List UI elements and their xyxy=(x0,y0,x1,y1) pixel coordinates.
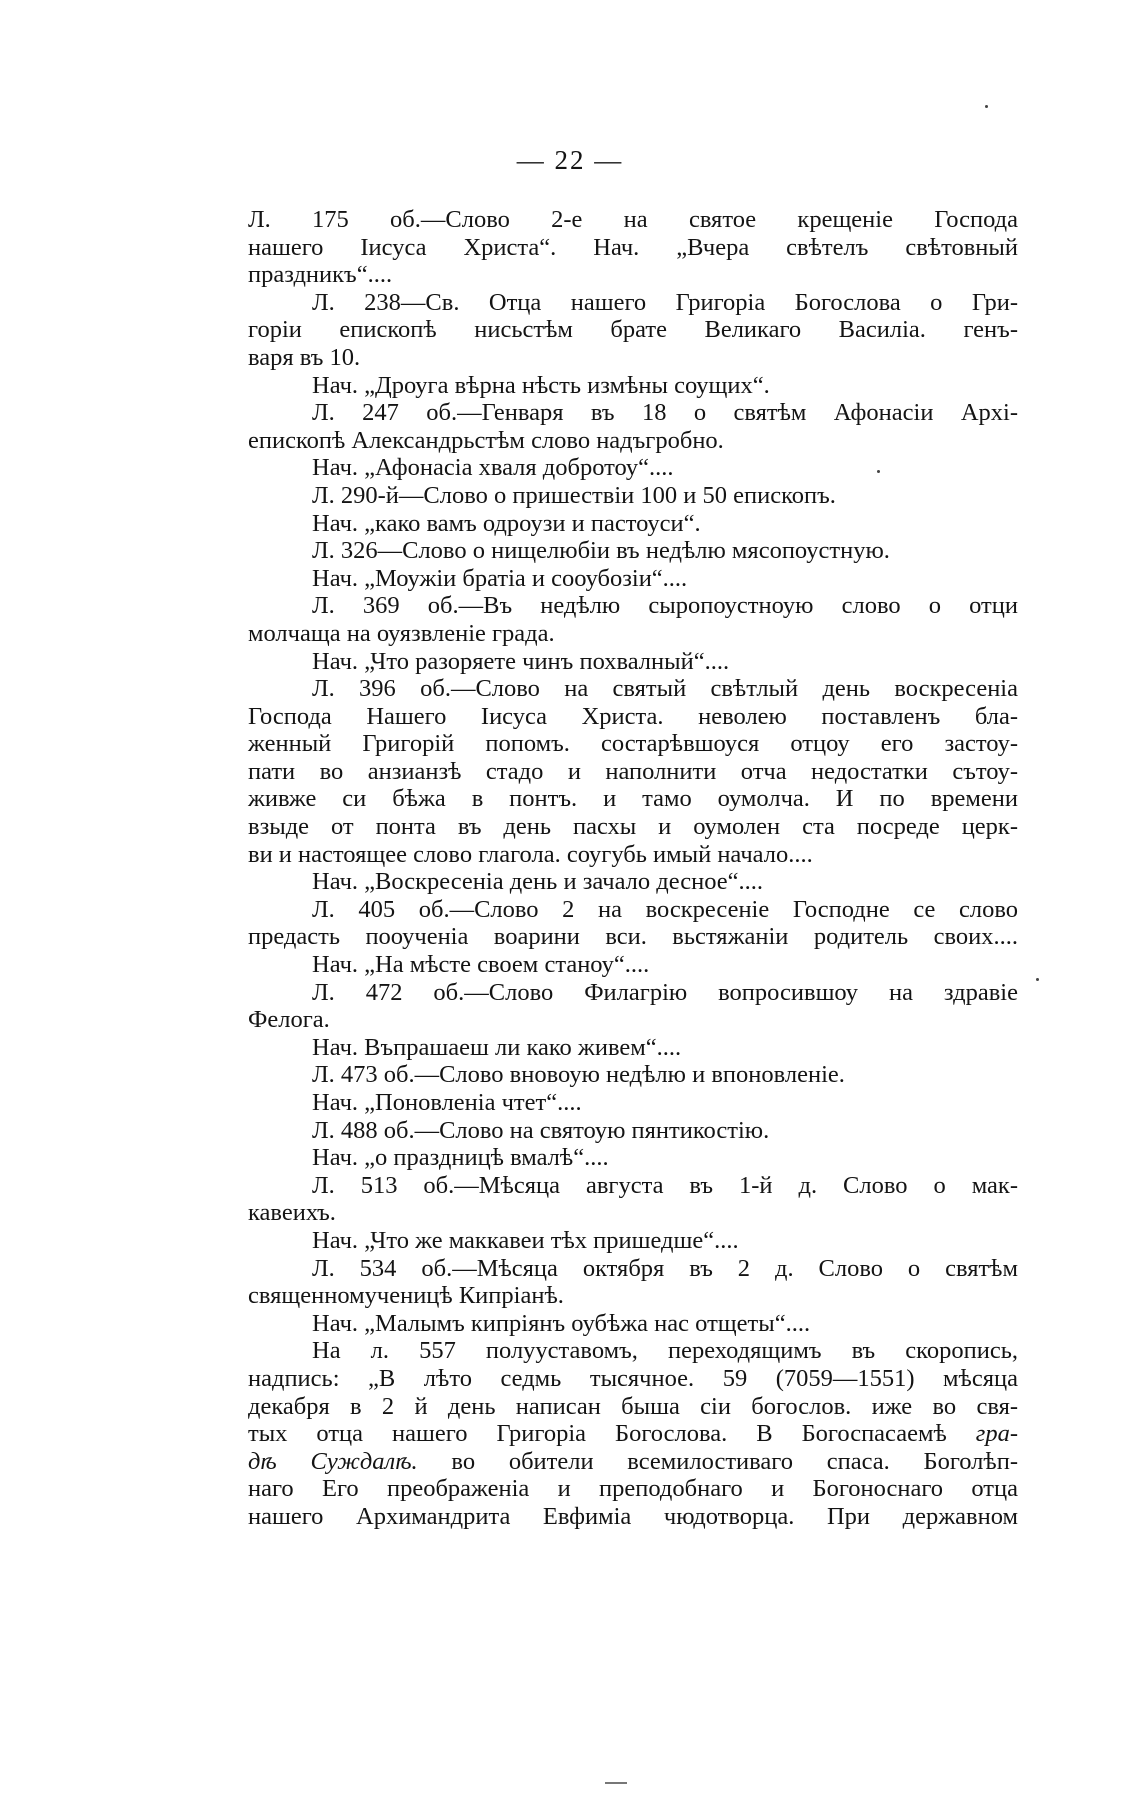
page-number: — 22 — xyxy=(516,145,624,175)
print-mark xyxy=(605,1782,627,1784)
text-fragment: во обители всемилостиваго спаса. Боголѣп- xyxy=(451,1447,1018,1475)
italic-fragment: гра- xyxy=(975,1420,1019,1448)
text-line: женный Григорiй попомъ. состарѣвшоуся отцоу его застоу- xyxy=(248,730,1018,758)
text-line: Нач. „Дроуга вѣрна нѣсть измѣны соущих“. xyxy=(312,371,770,399)
text-line: Л. 405 об.—Слово 2 на воскресенiе Господне се слово xyxy=(312,895,1018,923)
text-line: священномученицѣ Кипрiанѣ. xyxy=(248,1282,564,1310)
text-fragment: тых отца нашего Григорiа Богослова. В Богоспасаемѣ xyxy=(248,1420,947,1448)
text-line: Л. 513 об.—Мѣсяца августа въ 1-й д. Слово о мак- xyxy=(312,1171,1018,1199)
text-line: декабря в 2 й день написан быша сiи богослов. иже во свя- xyxy=(248,1392,1018,1420)
text-line: Л. 369 об.—Въ недѣлю сыропоустноую слово о отци xyxy=(312,592,1018,620)
page-body xyxy=(248,206,1018,1531)
text-line: горiи епископѣ нисьстѣм брате Великаго Василiа. генъ- xyxy=(248,316,1018,344)
text-line: нашего Архимандрита Евфимiа чюдотворца. При державном xyxy=(248,1502,1018,1530)
text-line: варя въ 10. xyxy=(248,343,361,371)
text-line: Нач. „На мѣсте своем станоу“.... xyxy=(312,951,650,979)
text-line: Нач. „Воскресенiа день и зачало десное“.... xyxy=(312,868,764,896)
text-line: Нач. „Малымъ кипрiянъ оубѣжа нас отщеты“.... xyxy=(312,1309,811,1337)
text-line: Господа Нашего Iисуса Христа. неволею поставленъ бла- xyxy=(248,702,1018,730)
text-line: Л. 396 об.—Слово на святый свѣтлый день воскресенiа xyxy=(312,675,1018,703)
text-line: Фелога. xyxy=(248,1006,330,1034)
text-line: праздникъ“.... xyxy=(248,261,393,289)
text-line: Л. 175 об.—Слово 2-е на святое крещенiе Господа xyxy=(248,206,1018,233)
text-line: Л. 534 об.—Мѣсяца октября въ 2 д. Слово о святѣм xyxy=(312,1254,1018,1282)
print-speck xyxy=(1036,978,1039,981)
text-line: живже си бѣжа в понтъ. и тамо оумолча. И по времени xyxy=(248,785,1018,813)
text-line: пати во анзианзѣ стадо и наполнити отча недостатки сътоу- xyxy=(248,757,1018,785)
text-line xyxy=(248,1448,1018,1476)
text-line: Л. 238—Св. Отца нашего Григорiа Богослова о Гри- xyxy=(312,288,1018,316)
text-line: епископѣ Александрьстѣм слово надъгробно. xyxy=(248,426,724,454)
text-line: Нач. „како вамъ одроузи и пастоуси“. xyxy=(312,509,701,537)
text-line: Л. 472 об.—Слово Филагрiю вопросившоу на здравiе xyxy=(312,978,1018,1006)
text-line xyxy=(248,1420,1018,1448)
text-line: Нач. „о праздницѣ вмалѣ“.... xyxy=(312,1144,609,1172)
text-line: молчаща на оуязвленiе града. xyxy=(248,619,555,647)
text-line: Л. 488 об.—Слово на святоую пянтикостiю. xyxy=(312,1116,770,1144)
text-line: Нач. „Афонасiа хваля добротоу“.... xyxy=(312,454,674,482)
italic-fragment: дѣ Суждалѣ. xyxy=(248,1447,418,1475)
text-line: Нач. „Поновленiа чтет“.... xyxy=(312,1089,582,1116)
text-line: взыде от понта въ день пасхы и оумолен ста посреде церк- xyxy=(248,813,1018,841)
text-line: Нач. „Что же маккавеи тѣх пришедше“.... xyxy=(312,1226,739,1254)
text-line: Нач. Въпрашаеш ли како живем“.... xyxy=(312,1033,682,1061)
print-speck xyxy=(985,105,988,108)
text-line: наго Его преображенiа и преподобнаго и Богоноснаго отца xyxy=(248,1475,1018,1503)
text-line: На л. 557 полууставомъ, переходящимъ въ скоропись, xyxy=(312,1337,1018,1365)
text-line: нашего Iисуса Христа“. Нач. „Вчера свѣтелъ свѣтовный xyxy=(248,233,1018,261)
text-line: Л. 326—Слово о нищелюбiи въ недѣлю мясопоустную. xyxy=(312,537,890,565)
text-line: Л. 290-й—Слово о пришествiи 100 и 50 епископъ. xyxy=(312,481,836,509)
text-line: Л. 247 об.—Генваря въ 18 о святѣм Афонасiи Архi- xyxy=(312,399,1018,427)
print-speck xyxy=(877,470,880,473)
text-line: Нач. „Моужiи братiа и сооубозiи“.... xyxy=(312,564,688,592)
text-line: предасть пооученiа воарини вси. вьстяжанiи родитель своих.... xyxy=(248,923,1018,951)
text-line: Нач. „Что разоряете чинъ похвалный“.... xyxy=(312,647,730,675)
text-line: Л. 473 об.—Слово вновоую недѣлю и впоновленiе. xyxy=(312,1061,845,1089)
text-line: кавеихъ. xyxy=(248,1199,336,1227)
text-line: надпись: „В лѣто седмь тысячное. 59 (7059—1551) мѣсяца xyxy=(248,1364,1018,1392)
text-line: ви и настоящее слово глагола. соугубь имый начало.... xyxy=(248,840,813,868)
